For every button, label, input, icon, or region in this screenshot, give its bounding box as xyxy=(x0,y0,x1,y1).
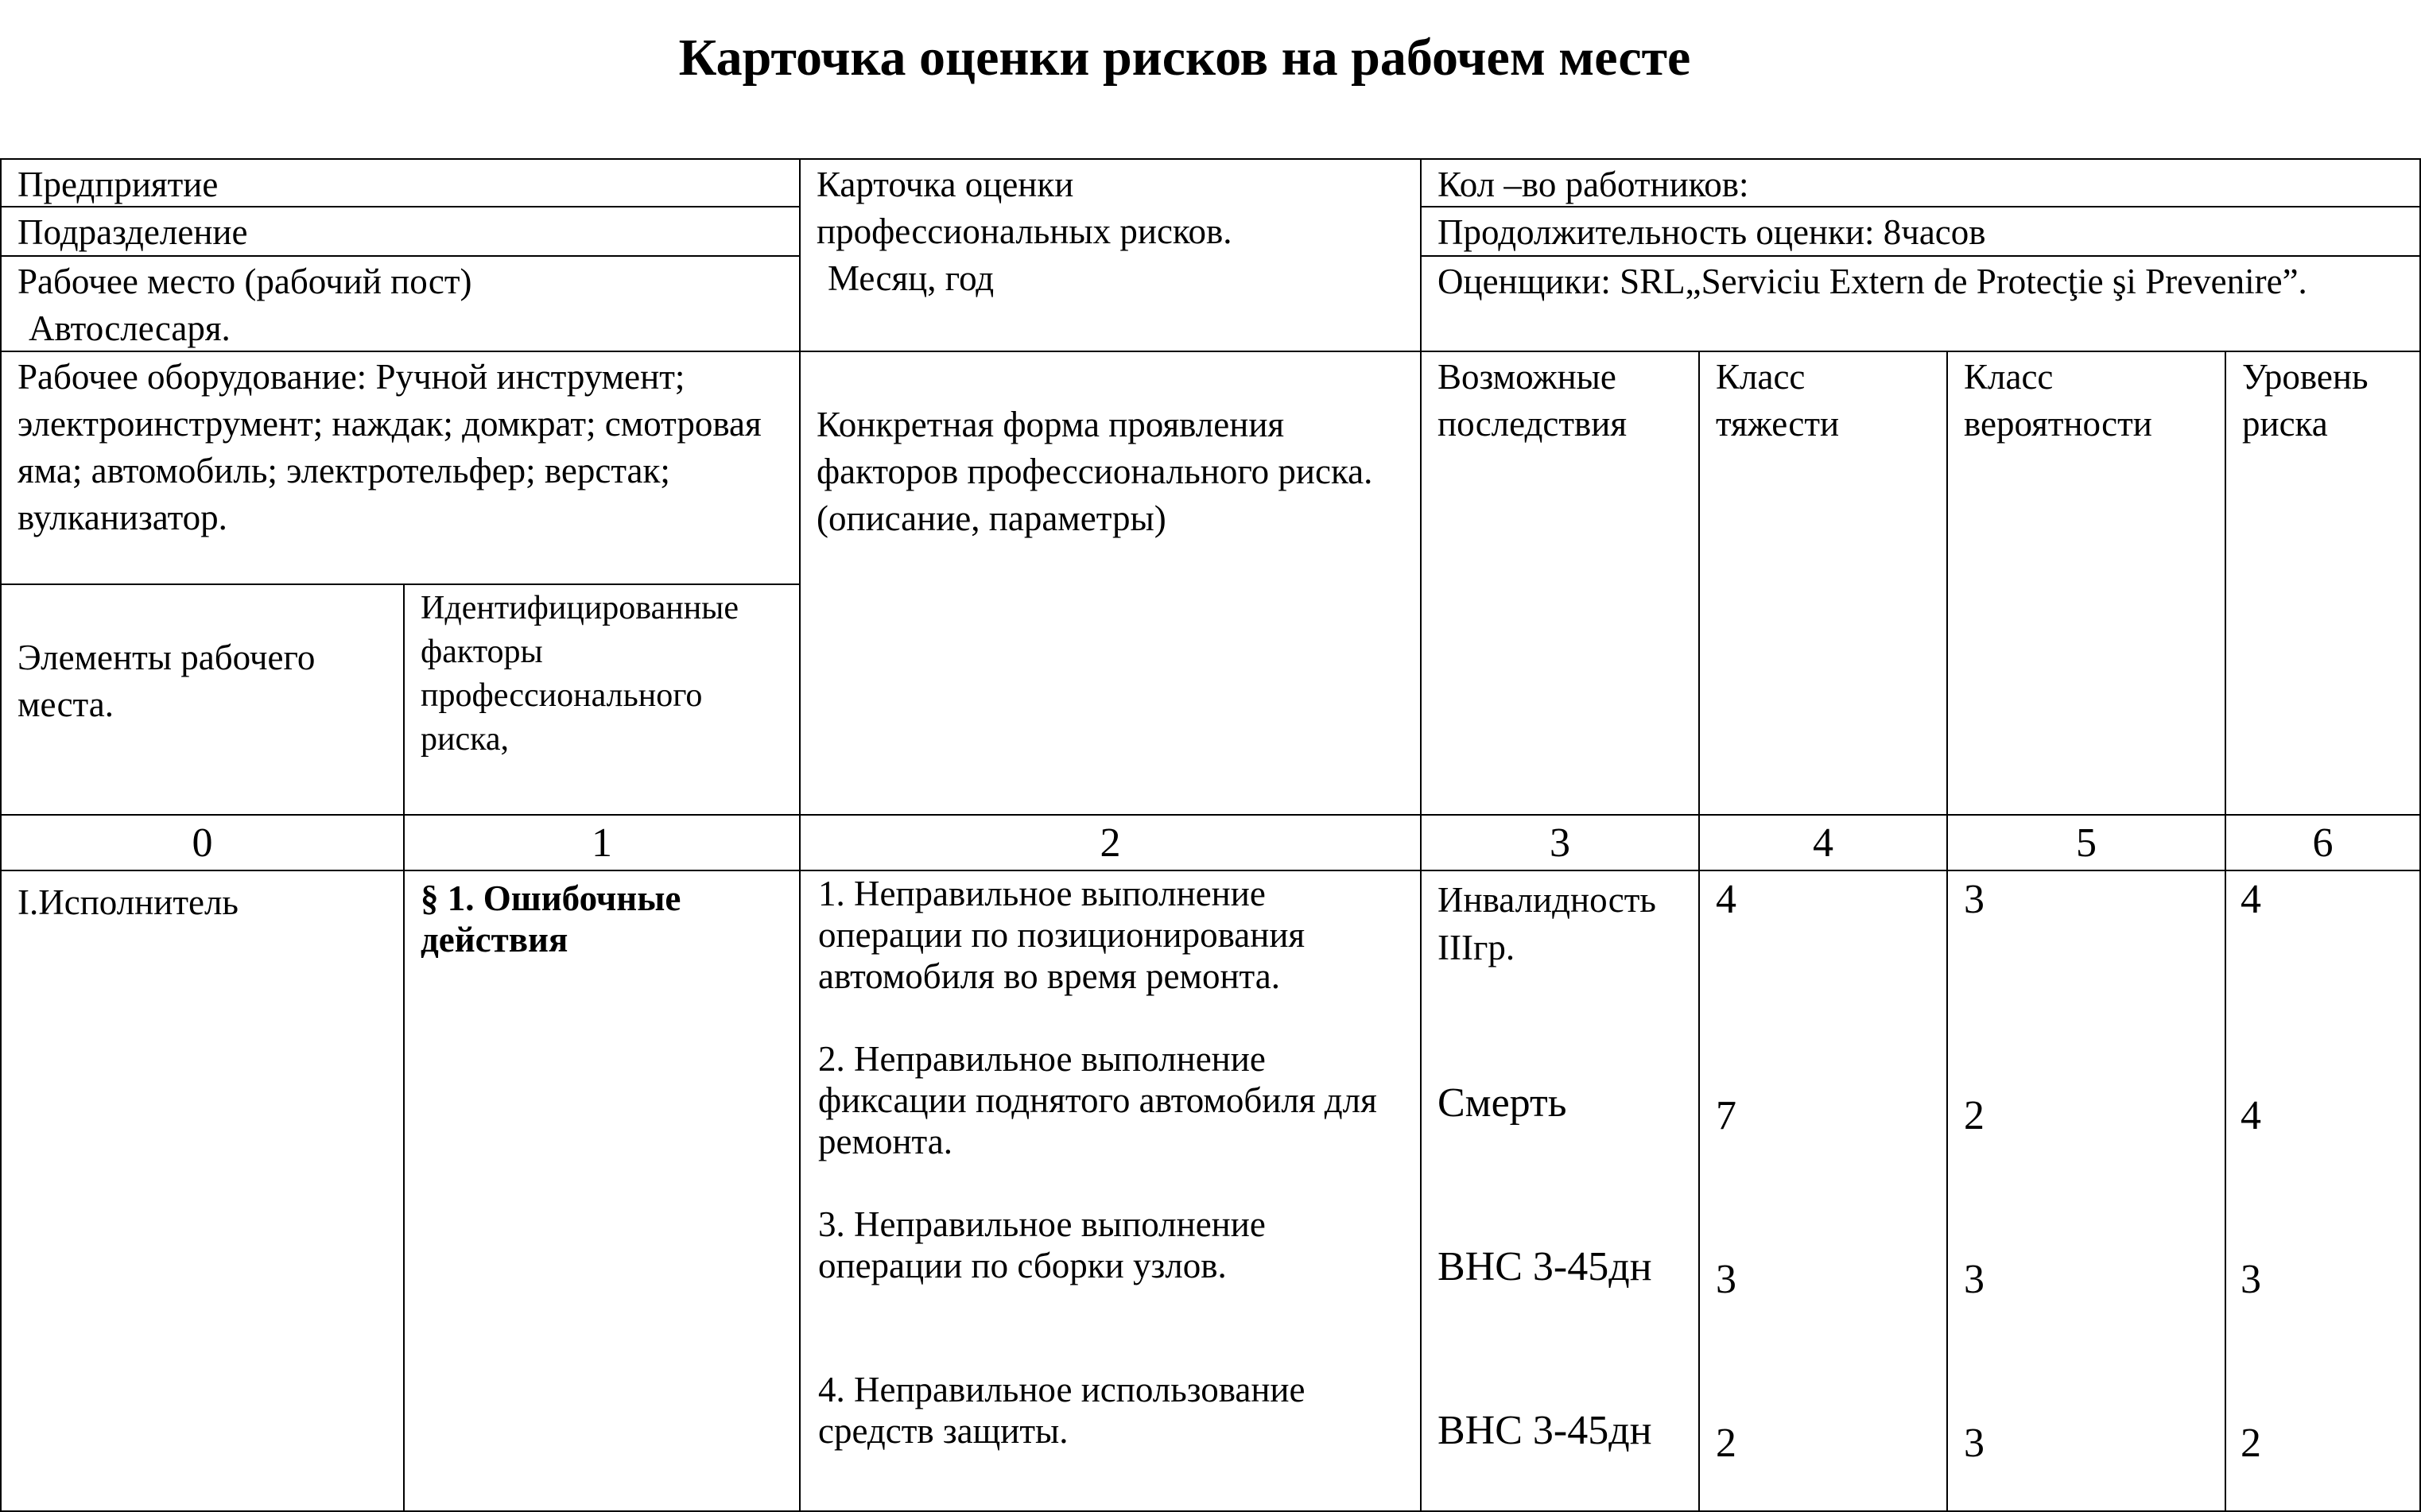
risk-3-severity: 3 xyxy=(1716,1257,1736,1302)
risk-4-description: 4. Неправильное использование средств защиты. xyxy=(818,1370,1306,1451)
risk-4-risk-level: 2 xyxy=(2241,1421,2261,1466)
risk-3-description: 3. Неправильное выполнение операции по сборки узлов. xyxy=(818,1204,1266,1285)
risk-4-probability: 3 xyxy=(1964,1421,1985,1466)
risk-1-severity: 4 xyxy=(1716,877,1736,922)
risk-1-description: 1. Неправильное выполнение операции по позиционирования автомобиля во время ремонта. xyxy=(818,874,1306,996)
severity-column xyxy=(1698,870,1948,1512)
consequences-header-cell xyxy=(1420,351,1700,816)
factor-title: § 1. Ошибочные действия xyxy=(421,878,681,960)
column-number-2: 2 xyxy=(799,814,1422,871)
risk-level-header-cell xyxy=(2225,351,2421,816)
assessors-cell xyxy=(1420,255,2421,352)
risk-4-consequence: ВНС 3-45дн xyxy=(1437,1408,1652,1453)
equipment-label: Рабочее оборудование: Ручной инструмент; электроинструмент; наждак; домкрат; смотровая яма; автомобиль; электротельфер; верстак; вулканизатор. xyxy=(17,357,762,537)
column-number-1: 1 xyxy=(403,814,801,871)
severity-header: Класс тяжести xyxy=(1716,357,1840,444)
risk-1-risk-level: 4 xyxy=(2241,877,2261,922)
probability-column xyxy=(1946,870,2226,1512)
duration-cell xyxy=(1420,206,2421,257)
workplace-value: Автослесаря. xyxy=(29,308,231,348)
enterprise-label: Предприятие xyxy=(17,165,219,204)
column-number-4: 4 xyxy=(1698,814,1948,871)
risk-3-risk-level: 3 xyxy=(2241,1257,2261,1302)
workplace-cell xyxy=(0,255,801,352)
risk-2-probability: 2 xyxy=(1964,1093,1985,1138)
elements-header-cell xyxy=(0,583,405,816)
form-header-cell xyxy=(799,351,1422,816)
risk-4-severity: 2 xyxy=(1716,1421,1736,1466)
assessors-label: Оценщики: SRL„Serviciu Extern de Protecţie şi Prevenire”. xyxy=(1437,262,2307,301)
factor-cell xyxy=(403,870,801,1512)
form-header: Конкретная форма проявления факторов профессионального риска. (описание, параметры) xyxy=(817,405,1373,538)
risk-2-consequence: Смерть xyxy=(1437,1080,1567,1126)
risk-3-consequence: ВНС 3-45дн xyxy=(1437,1244,1652,1289)
card-info-cell xyxy=(799,158,1422,352)
elements-header: Элементы рабочего места. xyxy=(17,638,316,724)
consequences-header: Возможные последствия xyxy=(1437,357,1628,444)
factors-header: Идентифицированные факторы профессионального риска, xyxy=(421,590,739,758)
subdivision-cell xyxy=(0,206,801,257)
element-cell xyxy=(0,870,405,1512)
workers-label: Кол –во работников: xyxy=(1437,165,1749,204)
card-info-date: Месяц, год xyxy=(828,258,995,298)
equipment-cell xyxy=(0,351,801,585)
risk-level-header: Уровень риска xyxy=(2242,357,2369,444)
page-title: Карточка оценки рисков на рабочем месте xyxy=(678,29,1691,87)
enterprise-cell xyxy=(0,158,801,207)
risk-1-consequence: Инвалидность IIIгр. xyxy=(1437,880,1656,967)
factors-header-cell xyxy=(403,583,801,816)
probability-header: Класс вероятности xyxy=(1964,357,2152,444)
subdivision-label: Подразделение xyxy=(17,212,248,252)
risk-2-severity: 7 xyxy=(1716,1093,1736,1138)
probability-header-cell xyxy=(1946,351,2226,816)
risk-level-column xyxy=(2225,870,2421,1512)
risk-2-risk-level: 4 xyxy=(2241,1093,2261,1138)
duration-label: Продолжительность оценки: 8часов xyxy=(1437,212,1986,252)
column-number-5: 5 xyxy=(1946,814,2226,871)
workplace-label: Рабочее место (рабочий пост) xyxy=(17,262,472,301)
risk-3-probability: 3 xyxy=(1964,1257,1985,1302)
card-info-line2: профессиональных рисков. xyxy=(817,211,1232,251)
element-label: I.Исполнитель xyxy=(17,882,239,922)
risk-1-probability: 3 xyxy=(1964,877,1985,922)
workers-cell xyxy=(1420,158,2421,207)
card-info-line1: Карточка оценки xyxy=(817,165,1074,204)
column-number-3: 3 xyxy=(1420,814,1700,871)
severity-header-cell xyxy=(1698,351,1948,816)
column-number-0: 0 xyxy=(0,814,405,871)
column-number-6: 6 xyxy=(2225,814,2421,871)
risk-2-description: 2. Неправильное выполнение фиксации поднятого автомобиля для ремонта. xyxy=(818,1039,1377,1161)
